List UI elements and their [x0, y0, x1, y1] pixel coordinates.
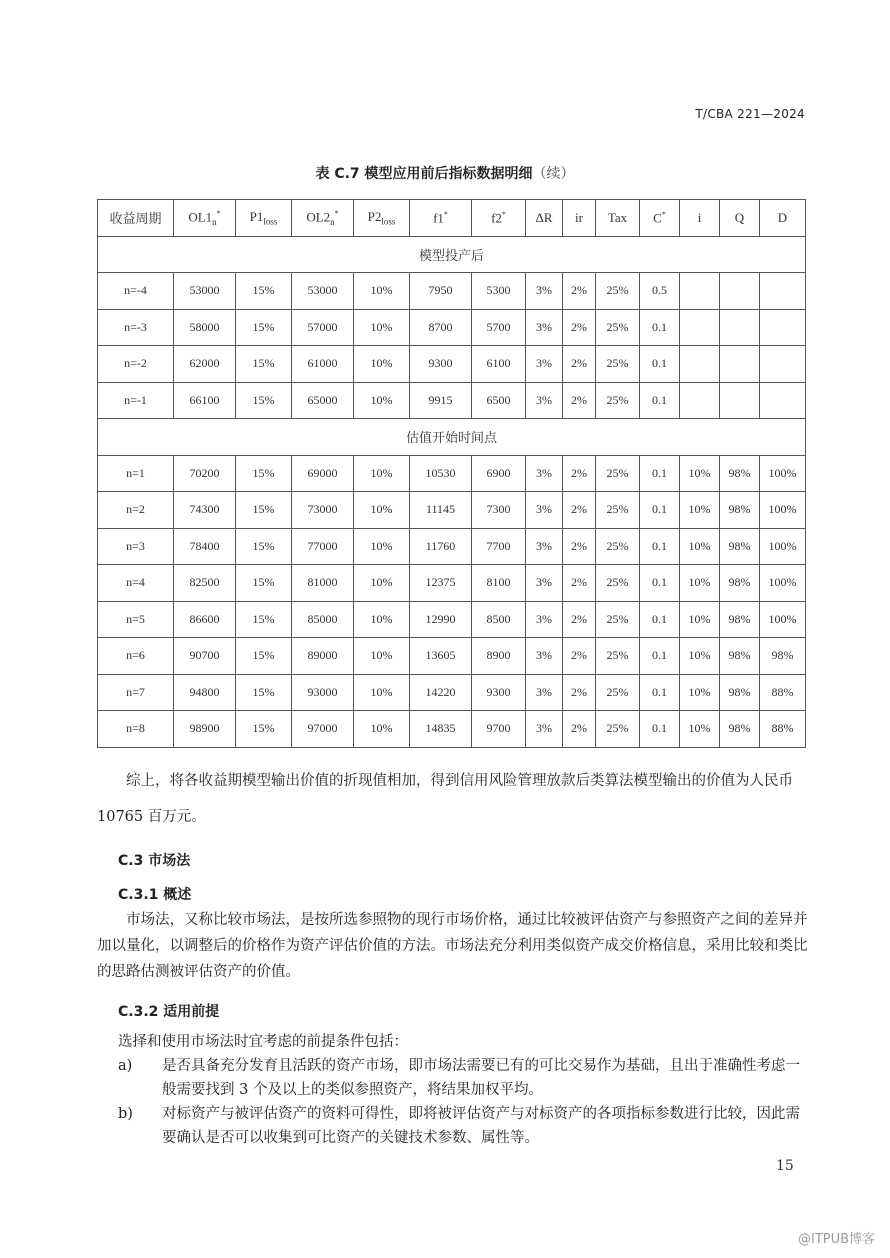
value-cell: 0.1 [640, 565, 680, 602]
value-cell: 25% [596, 273, 640, 310]
value-cell: 8700 [410, 309, 472, 346]
value-cell: 98% [720, 455, 760, 492]
column-header [760, 200, 806, 237]
value-cell: 7300 [472, 492, 526, 529]
table-row [98, 565, 806, 602]
value-cell [720, 273, 760, 310]
value-cell: 2% [563, 565, 596, 602]
column-header-label: Tax [607, 209, 628, 225]
value-cell: 98% [720, 528, 760, 565]
column-header-superscript: * [443, 209, 448, 219]
value-cell: 3% [526, 346, 563, 383]
value-cell [760, 309, 806, 346]
value-cell: 15% [236, 565, 292, 602]
overview-paragraph: 市场法，又称比较市场法，是按所选参照物的现行市场价格，通过比较被评估资产与参照资产之间的差异并加以量化，以调整后的价格作为资产评估价值的方法。市场法充分利用类似资产成交价格信息，采用比较和类比的思路估测被评估资产的价值。 [97, 912, 808, 980]
column-header-label: C [653, 209, 662, 225]
column-header-label: i [697, 209, 702, 225]
value-cell: 86600 [174, 601, 236, 638]
page-number: 15 [776, 1158, 794, 1174]
period-cell: n=-4 [98, 273, 174, 310]
value-cell: 98% [720, 492, 760, 529]
section-label: 模型投产后 [98, 236, 806, 273]
period-cell: n=2 [98, 492, 174, 529]
value-cell: 100% [760, 455, 806, 492]
value-cell: 6500 [472, 382, 526, 419]
value-cell [720, 346, 760, 383]
value-cell: 98900 [174, 711, 236, 748]
value-cell: 25% [596, 565, 640, 602]
value-cell: 2% [563, 492, 596, 529]
value-cell: 25% [596, 346, 640, 383]
value-cell [720, 382, 760, 419]
value-cell: 69000 [292, 455, 354, 492]
column-header [236, 200, 292, 237]
period-cell: n=1 [98, 455, 174, 492]
column-header-label: 收益周期 [109, 211, 162, 227]
value-cell: 7950 [410, 273, 472, 310]
column-header [472, 200, 526, 237]
value-cell: 10% [680, 565, 720, 602]
value-cell: 0.1 [640, 346, 680, 383]
period-cell: n=3 [98, 528, 174, 565]
value-cell: 88% [760, 674, 806, 711]
value-cell: 66100 [174, 382, 236, 419]
value-cell: 3% [526, 492, 563, 529]
value-cell: 3% [526, 601, 563, 638]
period-cell: n=7 [98, 674, 174, 711]
value-cell: 2% [563, 711, 596, 748]
value-cell: 2% [563, 309, 596, 346]
value-cell: 10% [680, 492, 720, 529]
value-cell: 53000 [174, 273, 236, 310]
column-header-superscript: * [334, 208, 339, 218]
value-cell: 15% [236, 346, 292, 383]
table-row [98, 528, 806, 565]
section-row [98, 236, 806, 273]
value-cell: 2% [563, 273, 596, 310]
value-cell: 25% [596, 309, 640, 346]
value-cell [760, 346, 806, 383]
value-cell: 12375 [410, 565, 472, 602]
period-cell: n=8 [98, 711, 174, 748]
value-cell: 70200 [174, 455, 236, 492]
summary-paragraph: 综上，将各收益期模型输出价值的折现值相加，得到信用风险管理放款后类算法模型输出的价值为人民币 10765 百万元。 [97, 773, 793, 825]
value-cell: 15% [236, 674, 292, 711]
column-header-superscript: * [501, 209, 506, 219]
value-cell: 3% [526, 528, 563, 565]
value-cell: 81000 [292, 565, 354, 602]
column-header-label: f2 [491, 209, 502, 225]
table-row [98, 601, 806, 638]
value-cell: 100% [760, 528, 806, 565]
value-cell: 2% [563, 382, 596, 419]
value-cell: 10% [354, 273, 410, 310]
table-row [98, 638, 806, 675]
value-cell: 3% [526, 309, 563, 346]
indicator-data-table [97, 199, 806, 748]
value-cell: 62000 [174, 346, 236, 383]
value-cell: 10% [354, 528, 410, 565]
column-header [563, 200, 596, 237]
value-cell: 10% [354, 346, 410, 383]
value-cell: 15% [236, 711, 292, 748]
value-cell: 12990 [410, 601, 472, 638]
section-heading-c31: C.3.1 概述 [118, 887, 192, 903]
value-cell: 88% [760, 711, 806, 748]
value-cell: 89000 [292, 638, 354, 675]
column-header [596, 200, 640, 237]
value-cell: 85000 [292, 601, 354, 638]
value-cell: 9700 [472, 711, 526, 748]
column-header-superscript: * [661, 209, 666, 219]
value-cell: 2% [563, 455, 596, 492]
value-cell: 11145 [410, 492, 472, 529]
value-cell: 25% [596, 455, 640, 492]
value-cell: 10% [680, 638, 720, 675]
column-header [354, 200, 410, 237]
column-header [98, 200, 174, 237]
value-cell: 2% [563, 638, 596, 675]
list-text: 对标资产与被评估资产的资料可得性，即将被评估资产与对标资产的各项指标参数进行比较，因此需要确认是否可以收集到可比资产的关键技术参数、属性等。 [162, 1106, 800, 1146]
list-text: 是否具备充分发育且活跃的资产市场，即市场法需要已有的可比交易作为基础，且出于准确性考虑一般需要找到 3 个及以上的类似参照资产，将结果加权平均。 [162, 1058, 800, 1098]
value-cell [680, 273, 720, 310]
value-cell: 14835 [410, 711, 472, 748]
value-cell: 10% [354, 674, 410, 711]
document-code: T/CBA 221—2024 [695, 107, 805, 121]
column-header-label: OL2 [306, 209, 331, 225]
value-cell [760, 382, 806, 419]
premise-intro: 选择和使用市场法时宜考虑的前提条件包括： [118, 1034, 408, 1050]
value-cell [760, 273, 806, 310]
period-cell: n=6 [98, 638, 174, 675]
value-cell: 15% [236, 309, 292, 346]
value-cell: 5300 [472, 273, 526, 310]
value-cell: 100% [760, 492, 806, 529]
section-label: 估值开始时间点 [98, 419, 806, 456]
value-cell: 2% [563, 674, 596, 711]
value-cell: 10% [354, 711, 410, 748]
value-cell: 6900 [472, 455, 526, 492]
table-title-text: 表 C.7 模型应用前后指标数据明细 [315, 166, 533, 182]
value-cell: 58000 [174, 309, 236, 346]
value-cell: 10% [354, 565, 410, 602]
value-cell: 10% [354, 309, 410, 346]
value-cell: 15% [236, 492, 292, 529]
value-cell: 10% [354, 455, 410, 492]
table-row [98, 273, 806, 310]
column-header-label: Q [734, 209, 745, 225]
table-row [98, 674, 806, 711]
value-cell [680, 382, 720, 419]
table-header-row [98, 200, 806, 237]
value-cell: 98% [720, 638, 760, 675]
column-header-subscript: n [330, 216, 335, 227]
value-cell: 15% [236, 528, 292, 565]
value-cell: 25% [596, 528, 640, 565]
value-cell: 10% [680, 601, 720, 638]
value-cell: 10% [680, 528, 720, 565]
value-cell: 8900 [472, 638, 526, 675]
value-cell: 0.1 [640, 601, 680, 638]
value-cell [680, 309, 720, 346]
value-cell: 3% [526, 711, 563, 748]
value-cell: 25% [596, 711, 640, 748]
premise-item [118, 1102, 808, 1150]
value-cell: 7700 [472, 528, 526, 565]
value-cell: 2% [563, 601, 596, 638]
watermark: @ITPUB博客 [798, 1232, 876, 1247]
column-header [526, 200, 563, 237]
column-header-subscript: loss [381, 216, 396, 227]
column-header-subscript: loss [263, 216, 278, 227]
value-cell: 100% [760, 601, 806, 638]
column-header-label: D [777, 209, 788, 225]
value-cell: 6100 [472, 346, 526, 383]
table-body [98, 236, 806, 747]
value-cell: 3% [526, 565, 563, 602]
value-cell: 0.5 [640, 273, 680, 310]
value-cell: 0.1 [640, 309, 680, 346]
section-heading-c3: C.3 市场法 [118, 853, 191, 869]
value-cell: 53000 [292, 273, 354, 310]
value-cell: 3% [526, 638, 563, 675]
value-cell: 10% [354, 601, 410, 638]
column-header [410, 200, 472, 237]
value-cell: 100% [760, 565, 806, 602]
value-cell: 77000 [292, 528, 354, 565]
table-row [98, 346, 806, 383]
value-cell: 8500 [472, 601, 526, 638]
value-cell: 73000 [292, 492, 354, 529]
value-cell: 90700 [174, 638, 236, 675]
value-cell: 98% [720, 674, 760, 711]
value-cell: 9300 [472, 674, 526, 711]
column-header-subscript: n [212, 216, 217, 227]
value-cell: 0.1 [640, 674, 680, 711]
value-cell: 15% [236, 455, 292, 492]
value-cell: 93000 [292, 674, 354, 711]
column-header-superscript: * [216, 208, 221, 218]
value-cell [680, 346, 720, 383]
value-cell: 25% [596, 674, 640, 711]
value-cell: 9300 [410, 346, 472, 383]
column-header [720, 200, 760, 237]
period-cell: n=5 [98, 601, 174, 638]
premise-item [118, 1054, 808, 1102]
value-cell: 10% [354, 638, 410, 675]
value-cell: 10% [680, 711, 720, 748]
value-cell: 15% [236, 382, 292, 419]
period-cell: n=-2 [98, 346, 174, 383]
value-cell: 3% [526, 455, 563, 492]
column-header-label: P1 [249, 208, 264, 224]
value-cell: 9915 [410, 382, 472, 419]
value-cell: 10530 [410, 455, 472, 492]
column-header [640, 200, 680, 237]
value-cell: 3% [526, 674, 563, 711]
value-cell [720, 309, 760, 346]
value-cell: 10% [680, 455, 720, 492]
table-title-suffix: （续） [532, 166, 575, 182]
column-header-label: ir [575, 209, 583, 225]
value-cell: 2% [563, 346, 596, 383]
column-header [680, 200, 720, 237]
value-cell: 0.1 [640, 528, 680, 565]
table-row [98, 711, 806, 748]
column-header-label: P2 [367, 208, 382, 224]
value-cell: 0.1 [640, 455, 680, 492]
value-cell: 25% [596, 382, 640, 419]
value-cell: 78400 [174, 528, 236, 565]
value-cell: 82500 [174, 565, 236, 602]
value-cell: 57000 [292, 309, 354, 346]
value-cell: 97000 [292, 711, 354, 748]
table-row [98, 492, 806, 529]
value-cell: 0.1 [640, 638, 680, 675]
value-cell: 3% [526, 382, 563, 419]
value-cell: 0.1 [640, 492, 680, 529]
value-cell: 98% [720, 565, 760, 602]
value-cell: 61000 [292, 346, 354, 383]
value-cell: 13605 [410, 638, 472, 675]
value-cell: 0.1 [640, 711, 680, 748]
value-cell: 14220 [410, 674, 472, 711]
value-cell: 8100 [472, 565, 526, 602]
period-cell: n=-3 [98, 309, 174, 346]
value-cell: 10% [354, 492, 410, 529]
table-row [98, 382, 806, 419]
period-cell: n=-1 [98, 382, 174, 419]
value-cell: 25% [596, 492, 640, 529]
value-cell: 25% [596, 601, 640, 638]
column-header-label: ΔR [535, 209, 553, 225]
value-cell: 25% [596, 638, 640, 675]
value-cell: 98% [760, 638, 806, 675]
value-cell: 10% [680, 674, 720, 711]
value-cell: 74300 [174, 492, 236, 529]
value-cell: 15% [236, 273, 292, 310]
table-row [98, 455, 806, 492]
value-cell: 11760 [410, 528, 472, 565]
period-cell: n=4 [98, 565, 174, 602]
column-header [174, 200, 236, 237]
value-cell: 0.1 [640, 382, 680, 419]
value-cell: 5700 [472, 309, 526, 346]
column-header-label: OL1 [188, 209, 213, 225]
value-cell: 15% [236, 638, 292, 675]
value-cell: 15% [236, 601, 292, 638]
value-cell: 94800 [174, 674, 236, 711]
section-heading-c32: C.3.2 适用前提 [118, 1004, 220, 1020]
value-cell: 2% [563, 528, 596, 565]
value-cell: 65000 [292, 382, 354, 419]
value-cell: 98% [720, 711, 760, 748]
list-marker: b) [118, 1106, 133, 1122]
column-header [292, 200, 354, 237]
value-cell: 3% [526, 273, 563, 310]
value-cell: 10% [354, 382, 410, 419]
column-header-label: f1 [433, 209, 444, 225]
table-title [0, 163, 890, 183]
table-row [98, 309, 806, 346]
list-marker: a) [118, 1058, 133, 1074]
premise-list [118, 1054, 808, 1150]
value-cell: 98% [720, 601, 760, 638]
section-row [98, 419, 806, 456]
